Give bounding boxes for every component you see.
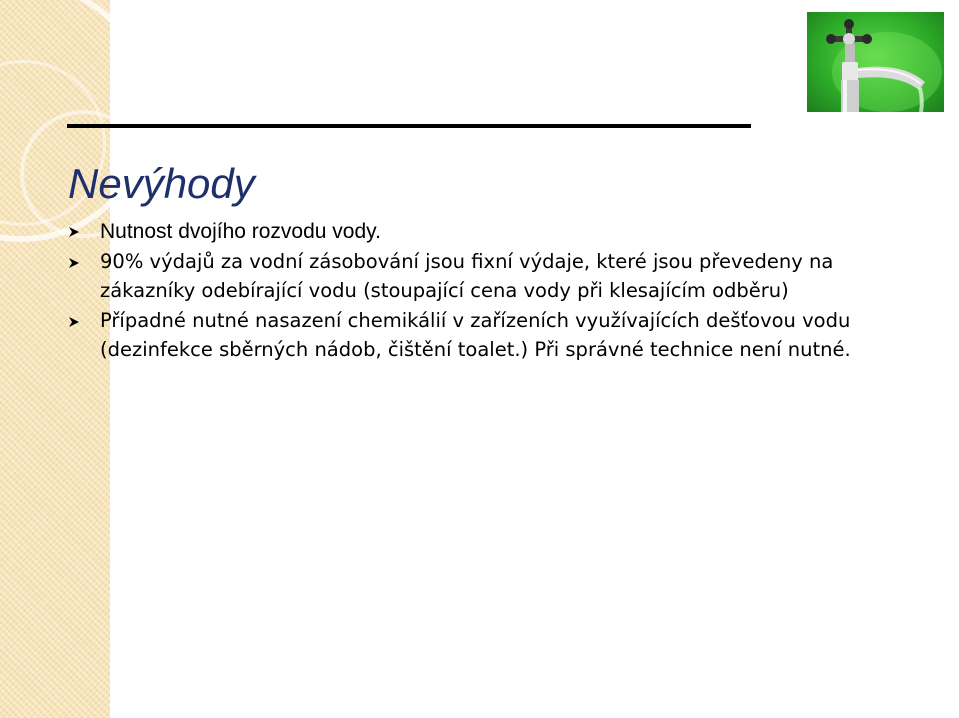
title-underline [67,124,751,128]
bullet-text: Případné nutné nasazení chemikálií v zařízeních využívajících dešťovou vodu (dezinfekce sběrných nádob, čištění toalet.) Při správné technice není nutné. [100,309,851,361]
bullet-text: Nutnost dvojího rozvodu vody. [100,220,381,243]
bullet-item [68,307,908,364]
bullet-text: 90% výdajů za vodní zásobování jsou fixní výdaje, které jsou převedeny na zákazníky odebírající vodu (stoupající cena vody při klesajícím odběru) [100,250,834,302]
faucet-icon [807,12,944,112]
slide-title: Nevýhody [68,160,255,207]
arrowhead-bullet-icon [68,226,80,238]
bullet-list [68,218,908,366]
bullet-item [68,248,908,305]
water-faucet-photo [807,12,944,112]
arrowhead-bullet-icon [68,316,80,328]
arrowhead-bullet-icon [68,257,80,269]
bullet-item [68,218,908,246]
